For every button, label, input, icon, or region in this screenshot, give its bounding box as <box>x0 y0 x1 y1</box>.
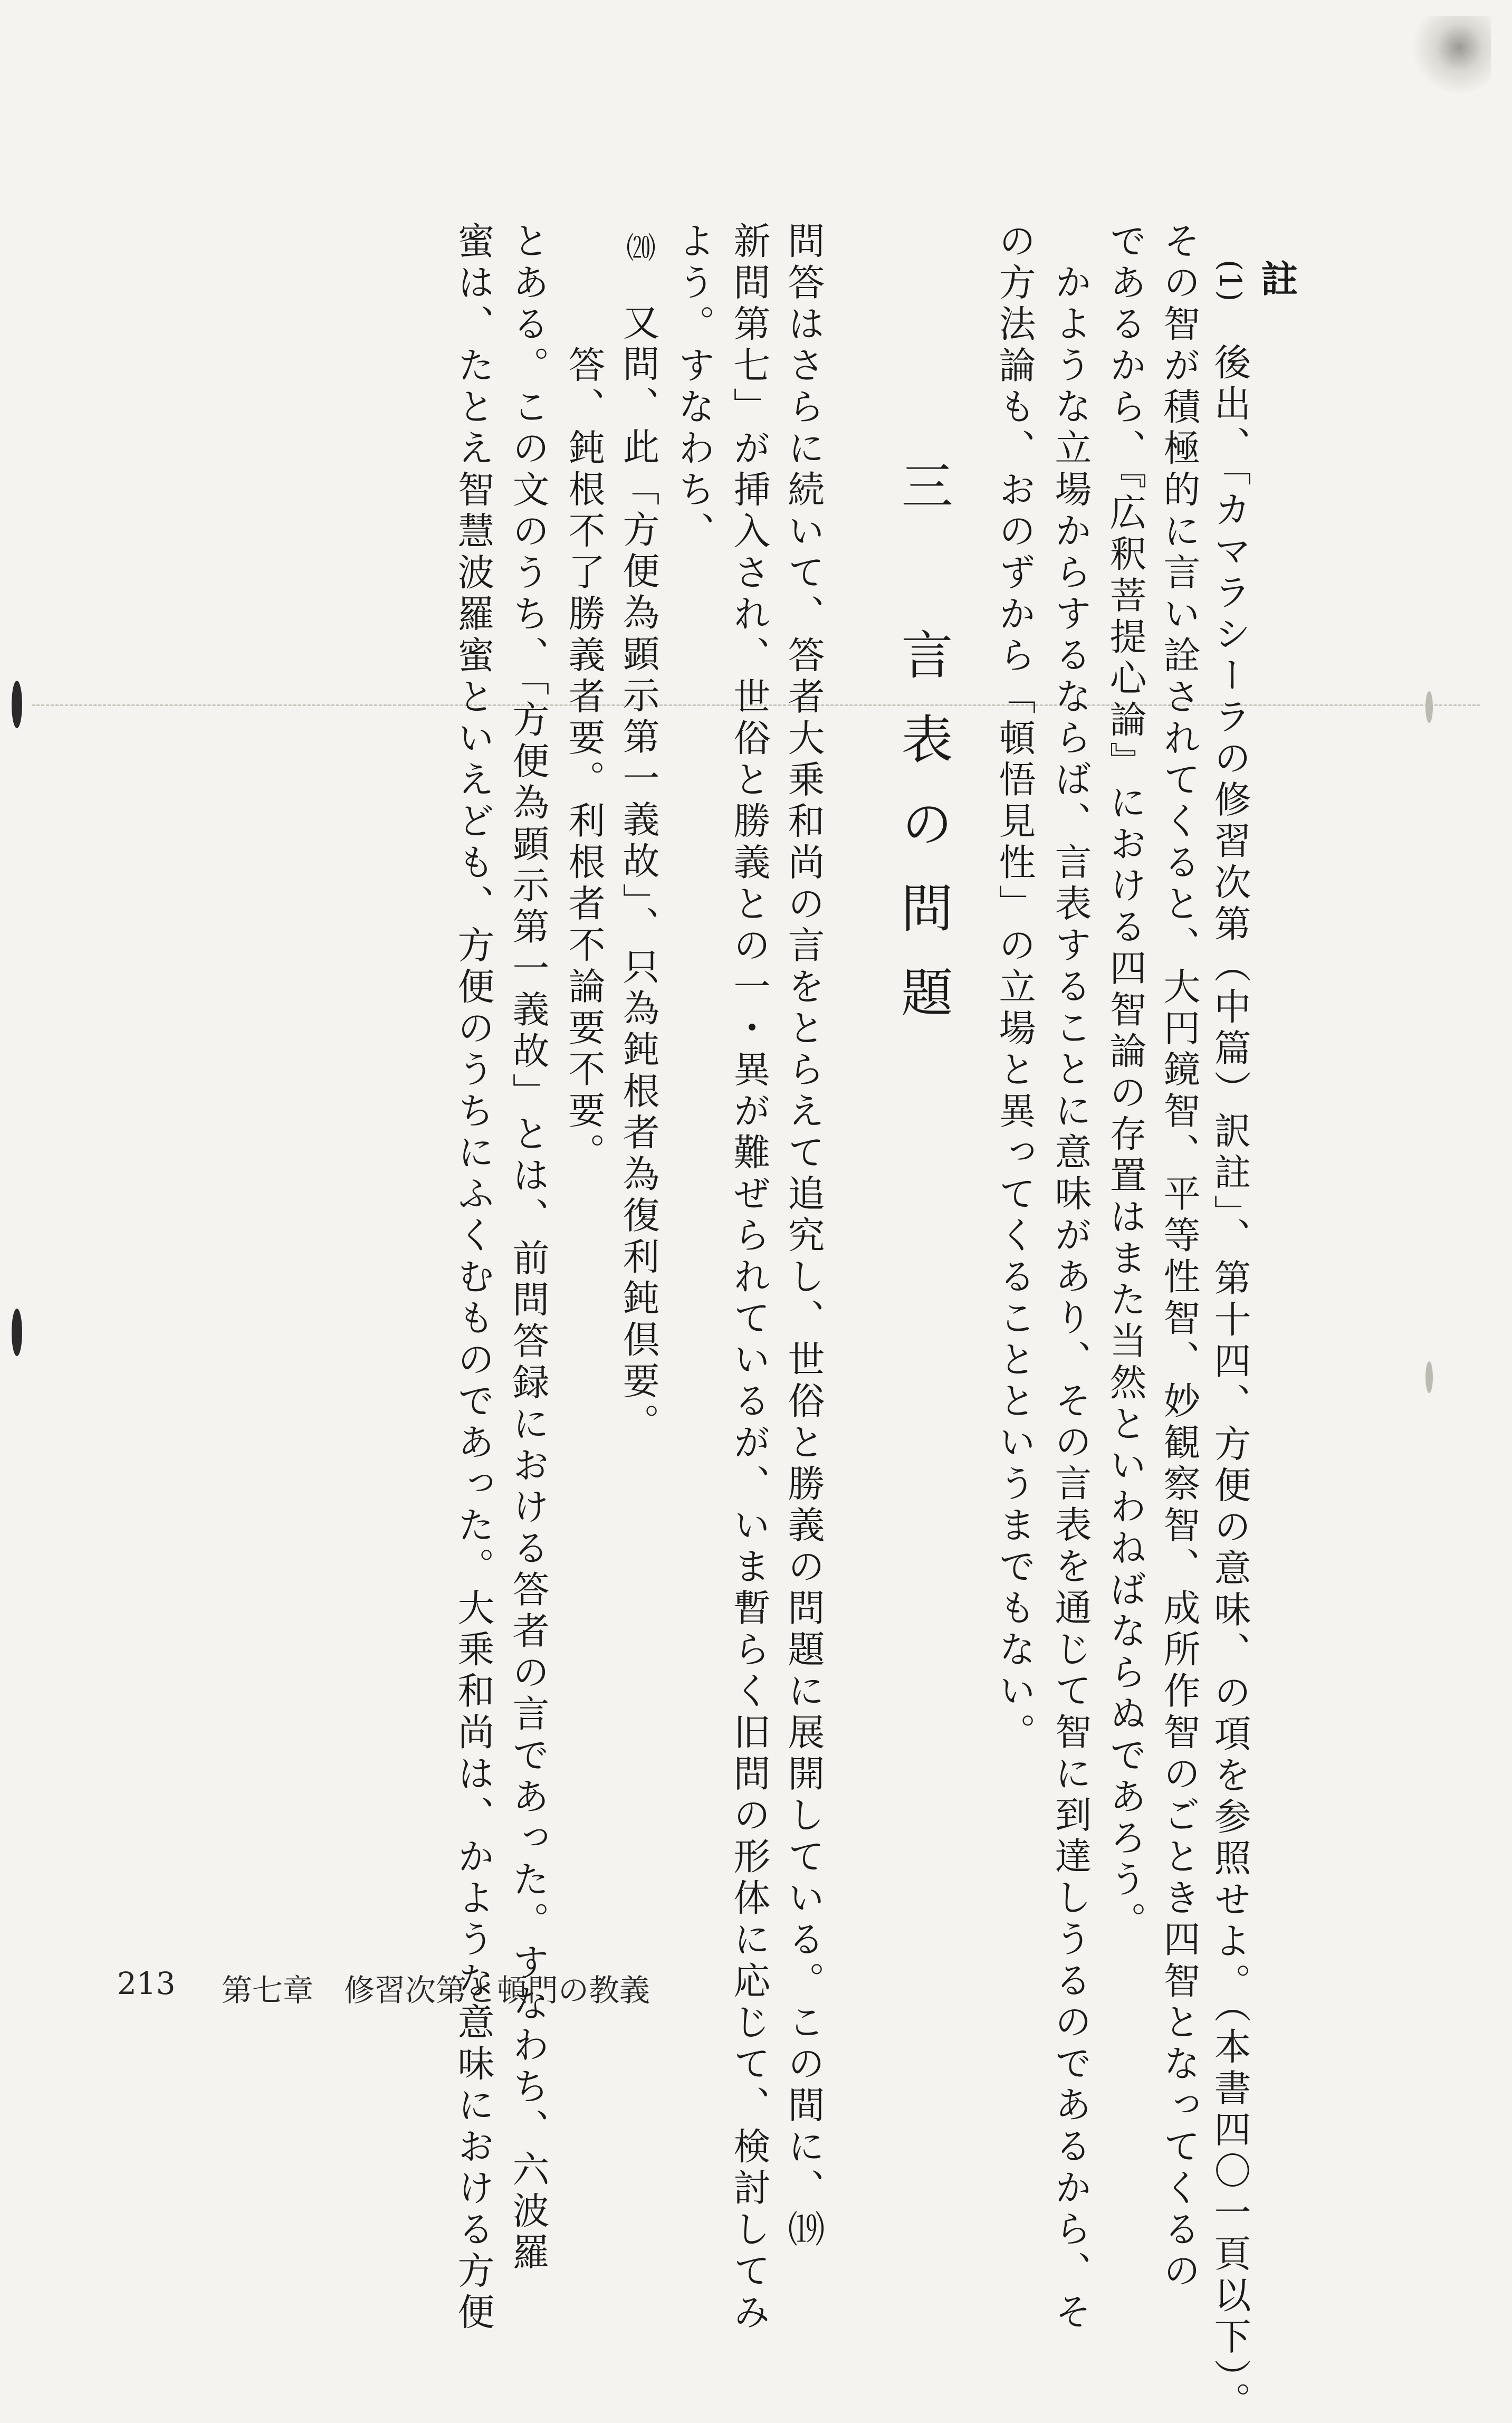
text-column: 問答はさらに続いて、答者大乗和尚の言をとらえて追究し、世俗と勝義の問題に展開している。この間に、⒆ <box>782 222 825 2252</box>
running-footer: 第七章 修習次第と頓門の教義 <box>222 1972 650 2008</box>
binding-mark <box>12 681 22 728</box>
scan-speck <box>1425 1361 1433 1393</box>
note-text: 後出、「カマラシーラの修習次第（中篇）訳註」、第十四、方便の意味、の項を参照せよ。（本書四〇一頁以下）。 <box>1208 342 1251 2423</box>
note-1 <box>1208 260 1251 2423</box>
quote-line: 答、鈍根不了勝義者要。利根者不論要不要。 <box>562 346 606 1174</box>
binding-mark <box>12 1309 22 1356</box>
note-number: (1) <box>1213 260 1247 302</box>
page-number: 213 <box>117 1966 176 2001</box>
text-column: その智が積極的に言い詮されてくると、大円鏡智、平等性智、妙観察智、成所作智のごとき四智となってくるの <box>1157 222 1201 2293</box>
text-column: 新問第七」が挿入され、世俗と勝義との一・異が難ぜられているが、いま暫らく旧問の形体に応じて、検討してみ <box>728 222 771 2334</box>
quote-line <box>617 232 660 1445</box>
scan-speck <box>1425 691 1433 723</box>
text-column: とある。この文のうち、「方便為顕示第一義故」とは、前問答録における答者の言であった。すなわち、六波羅 <box>506 222 550 2274</box>
quote-text: 又問、此「方便為顕示第一義故」、只為鈍根者為復利鈍倶要。 <box>617 303 660 1445</box>
notes-heading-column <box>1255 260 1299 297</box>
text-column: 蜜は、たとえ智慧波羅蜜といえども、方便のうちにふくむものであった。大乗和尚は、かような意味における方便 <box>452 222 495 2334</box>
text-column: の方法論も、おのずから「頓悟見性」の立場と異ってくることというまでもない。 <box>993 222 1036 1754</box>
text-column: であるから、『広釈菩提心論』における四智論の存置はまた当然といわねばならぬであろう。 <box>1104 222 1147 1943</box>
notes-heading: 註 <box>1255 260 1299 297</box>
quote-number: ⒇ <box>621 232 656 262</box>
section-heading: 三 言表の問題 <box>893 459 953 1050</box>
text-column: かような立場からするならば、言表することに意味があり、その言表を通じて智に到達しうるのであるから、そ <box>1049 263 1092 2334</box>
text-column: よう。すなわち、 <box>672 222 715 553</box>
scan-corner-noise <box>1412 16 1491 95</box>
